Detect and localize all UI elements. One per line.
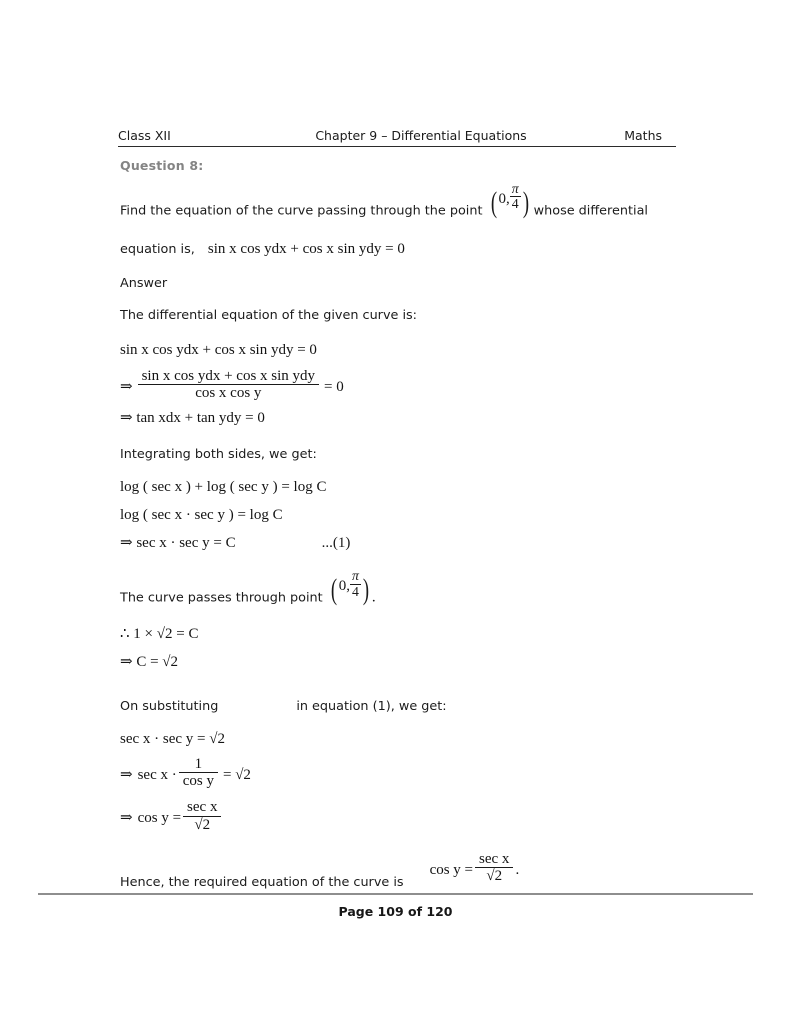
equation-10-fraction xyxy=(179,756,218,789)
page-header xyxy=(118,128,676,143)
equation-2-fraction xyxy=(138,368,319,401)
equation-5-text: log ( sec x · sec y ) = log C xyxy=(120,507,283,524)
point-x: 0, xyxy=(498,190,510,207)
equation-2-arrow: ⇒ xyxy=(120,378,133,395)
integrating-text xyxy=(120,443,680,462)
question-text-before: Find the equation of the curve passing through the point xyxy=(120,203,483,219)
final-equation-denominator: √2 xyxy=(475,867,513,884)
substituting-text-after: in equation (1), we get: xyxy=(296,699,447,715)
hence-text: Hence, the required equation of the curve is xyxy=(120,874,404,890)
equation-11-fraction xyxy=(183,799,221,832)
answer-intro xyxy=(120,304,680,323)
page-number-text: Page 109 of 120 xyxy=(338,904,453,919)
equation-11-denominator: √2 xyxy=(183,816,221,833)
passes-period: . xyxy=(371,589,376,606)
equation-10-denominator: cos y xyxy=(179,772,218,789)
point-coordinate xyxy=(489,181,531,220)
point-fraction xyxy=(510,182,521,212)
integrating-text-label: Integrating both sides, we get: xyxy=(120,447,317,463)
question-line-2 xyxy=(120,238,680,258)
question-line-1 xyxy=(120,181,680,222)
equation-11-arrow: ⇒ xyxy=(120,810,133,827)
point-pi: π xyxy=(511,181,519,196)
equation-5 xyxy=(120,504,680,524)
header-class: Class XII xyxy=(118,128,171,143)
header-subject: Maths xyxy=(624,128,662,143)
equation-2 xyxy=(120,368,680,401)
equation-3-text: ⇒ tan xdx + tan ydy = 0 xyxy=(120,410,265,427)
substituting-line xyxy=(120,695,680,714)
page-footer xyxy=(0,904,791,919)
equation-3 xyxy=(120,407,680,427)
equation-2-rhs: = 0 xyxy=(324,378,344,395)
final-equation-period: . xyxy=(515,861,520,878)
paren-close-2: ) xyxy=(362,573,369,607)
equation-11-body xyxy=(120,799,223,833)
hence-line xyxy=(120,850,680,896)
equation-9-text: sec x · sec y = √2 xyxy=(120,731,225,748)
equation-10-body xyxy=(120,756,251,790)
point-pi-2: π xyxy=(351,568,359,584)
point-fraction-2 xyxy=(350,569,361,599)
equation-1-text: sin x cos ydx + cos x sin ydy = 0 xyxy=(120,341,317,358)
equation-4 xyxy=(120,476,680,496)
question-text-after: whose differential xyxy=(533,203,648,219)
final-equation xyxy=(429,850,520,884)
passes-through-text: The curve passes through point xyxy=(120,590,323,606)
equation-11-lhs: cos y = xyxy=(137,810,182,827)
paren-close: ) xyxy=(522,186,529,220)
equation-6 xyxy=(120,532,680,552)
equation-4-text: log ( sec x ) + log ( sec y ) = log C xyxy=(120,479,327,496)
point-denominator: 4 xyxy=(510,196,521,211)
answer-heading-text: Answer xyxy=(120,275,168,291)
question-text-line2: equation is, xyxy=(120,241,195,257)
substituting-text-before: On substituting xyxy=(120,699,219,715)
header-divider xyxy=(118,146,676,147)
equation-7-text: ∴ 1 × √2 = C xyxy=(120,626,199,643)
footer-divider xyxy=(38,893,753,895)
header-chapter: Chapter 9 – Differential Equations xyxy=(315,128,527,143)
equation-10-rhs: = √2 xyxy=(222,766,251,783)
question-label: Question 8: xyxy=(120,158,204,173)
equation-8 xyxy=(120,651,680,671)
equation-2-denominator: cos x cos y xyxy=(138,384,319,401)
paren-open-2: ( xyxy=(330,573,337,607)
point-inner-2 xyxy=(339,569,361,599)
final-equation-lhs: cos y = xyxy=(429,861,474,878)
equation-10-numerator: 1 xyxy=(194,756,203,773)
equation-11 xyxy=(120,799,680,832)
equation-6-number: ...(1) xyxy=(321,535,351,552)
paren-open: ( xyxy=(490,186,497,220)
equation-10-arrow: ⇒ xyxy=(120,766,133,783)
equation-1 xyxy=(120,339,680,359)
answer-heading xyxy=(120,272,680,291)
final-equation-fraction xyxy=(475,851,513,884)
point-denominator-2: 4 xyxy=(350,584,361,599)
equation-2-body xyxy=(120,367,344,402)
equation-6-text: ⇒ sec x · sec y = C xyxy=(120,535,236,552)
answer-intro-text: The differential equation of the given curve is: xyxy=(120,307,417,323)
equation-10 xyxy=(120,756,680,789)
equation-8-text: ⇒ C = √2 xyxy=(120,654,179,671)
final-equation-numerator: sec x xyxy=(479,850,510,867)
point-inner xyxy=(499,182,521,212)
page-content xyxy=(120,158,680,896)
equation-11-numerator: sec x xyxy=(187,799,218,816)
question-equation: sin x cos ydx + cos x sin ydy = 0 xyxy=(207,240,405,257)
equation-10-lhs: sec x · xyxy=(137,766,177,783)
equation-2-numerator: sin x cos ydx + cos x sin ydy xyxy=(141,367,316,384)
equation-9 xyxy=(120,728,680,748)
passes-through-line xyxy=(120,568,680,609)
equation-7 xyxy=(120,623,680,643)
point-coordinate-2 xyxy=(329,568,371,607)
point-x-2: 0, xyxy=(338,578,350,595)
